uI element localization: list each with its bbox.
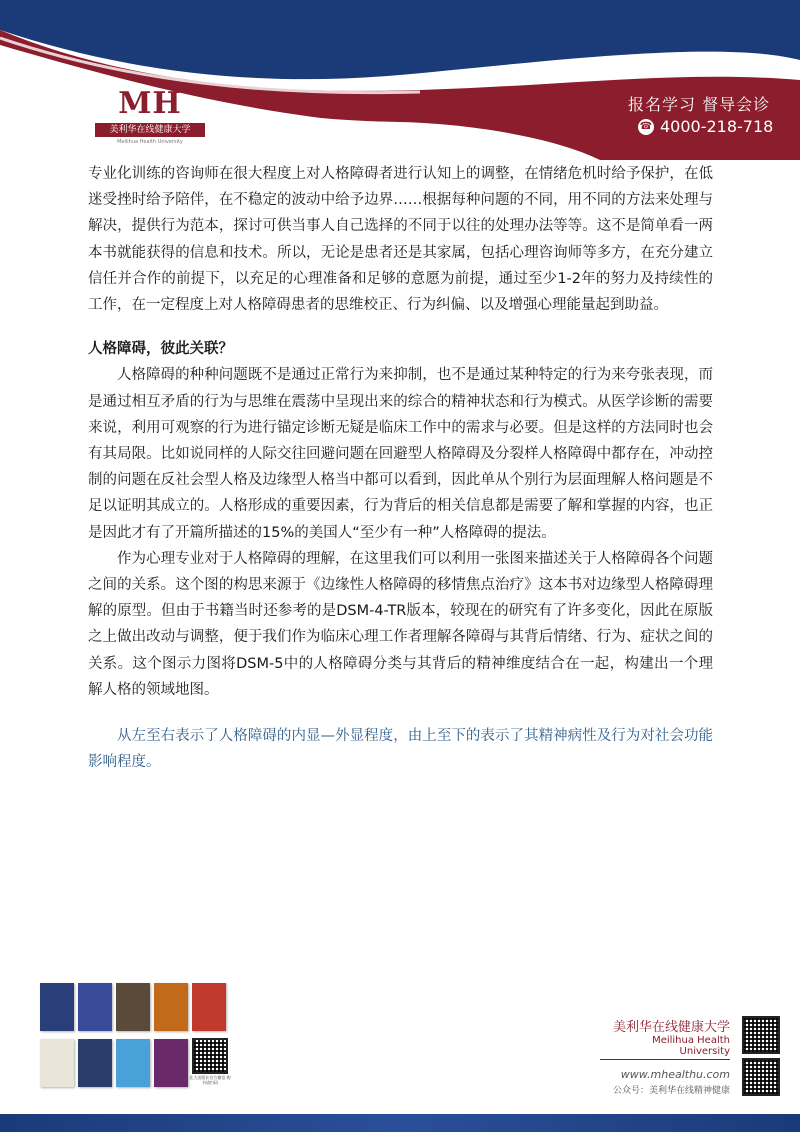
- wechat-qr-code[interactable]: [742, 1058, 780, 1096]
- book-cover[interactable]: [40, 983, 74, 1031]
- university-qr-code[interactable]: [742, 1016, 780, 1054]
- qr-caption: 北大出版社官方微信 购书请扫码: [189, 1075, 231, 1085]
- header-phone[interactable]: [638, 117, 773, 136]
- footer-bar: [0, 1114, 800, 1132]
- article-body: [88, 161, 713, 775]
- paragraph: 作为心理专业对于人格障碍的理解，在这里我们可以利用一张图来描述关于人格障碍各个问题之间的关系。这个图的构思来源于《边缘性人格障碍的移情焦点治疗》这本书对边缘型人格障碍理解的原型。但由于书籍当时还参考的是DSM-4-TR版本，较现在的研究有了许多变化，因此在原版之上做出改动与调整，便于我们作为临床心理工作者理解各障碍与其背后情绪、行为、症状之间的关系。这个图示力图将DSM-5中的人格障碍分类与其背后的精神维度结合在一起，构建出一个理解人格的领域地图。: [88, 550, 713, 698]
- logo-initials: MH: [118, 86, 182, 121]
- book-cover[interactable]: [154, 983, 188, 1031]
- footer-university-info: [600, 1016, 730, 1096]
- logo-subtitle: Meilihua Health University: [117, 139, 183, 145]
- book-cover[interactable]: [116, 1039, 150, 1087]
- footer-university-name: 美利华在线健康大学: [612, 1020, 730, 1035]
- book-qr-code[interactable]: [192, 1038, 228, 1074]
- spacer: [88, 703, 713, 723]
- book-cover[interactable]: [40, 1039, 74, 1087]
- phone-number: 4000-218-718: [660, 117, 774, 136]
- section-heading: 人格障碍，彼此关联？: [88, 341, 233, 358]
- book-cover[interactable]: [78, 1039, 112, 1087]
- footer-website-link[interactable]: www.mhealthu.com: [620, 1068, 730, 1081]
- book-cover[interactable]: [154, 1039, 188, 1087]
- logo-name: 美利华在线健康大学: [95, 123, 205, 137]
- footer-university-en: Meilihua Health University: [600, 1035, 730, 1060]
- book-cover[interactable]: [116, 983, 150, 1031]
- book-cover[interactable]: [78, 983, 112, 1031]
- paragraph: 专业化训练的咨询师在很大程度上对人格障碍者进行认知上的调整，在情绪危机时给予保护，在低迷受挫时给予陪伴，在不稳定的波动中给予边界……根据每种问题的不同，用不同的方法来处理与解决，提供行为范本，探讨可供当事人自己选择的不同于以往的处理办法等等。这不是简单看一两本书就能获得的信息和技术。所以，无论是患者还是其家属，包括心理咨询师等多方，在充分建立信任并合作的前提下，以充足的心理准备和足够的意愿为前提，通过至少1-2年的努力及持续性的工作，在一定程度上对人格障碍患者的思维校正、行为纠偏、以及增强心理能量起到助益。: [88, 166, 713, 314]
- highlighted-paragraph: 从左至右表示了人格障碍的内显—外显程度，由上至下的表示了其精神病性及行为对社会功能影响程度。: [88, 728, 713, 771]
- paragraph: 人格障碍的种种问题既不是通过正常行为来抑制，也不是通过某种特定的行为来夸张表现，而是通过相互矛盾的行为与思维在震荡中呈现出来的综合的精神状态和行为模式。从医学诊断的需要来说，利用可观察的行为进行锚定诊断无疑是临床工作中的需求与必要。但是这样的方法同时也会有其局限。比如说同样的人际交往回避问题在回避型人格障碍及分裂样人格障碍中都存在，冲动控制的问题在反社会型人格及边缘型人格当中都可以看到，因此单从个别行为层面理解人格问题是不足以证明其成立的。人格形成的重要因素，行为背后的相关信息都是需要了解和掌握的内容，也正是因此才有了开篇所描述的15%的美国人“至少有一种”人格障碍的提法。: [88, 367, 713, 541]
- header-slogan: 报名学习 督导会诊: [628, 95, 771, 114]
- phone-icon: ☎: [638, 119, 654, 135]
- book-covers[interactable]: [40, 983, 230, 1091]
- university-logo[interactable]: [95, 80, 205, 150]
- book-cover[interactable]: [192, 983, 226, 1031]
- footer-wechat: 公众号：美利华在线精神健康: [612, 1086, 730, 1096]
